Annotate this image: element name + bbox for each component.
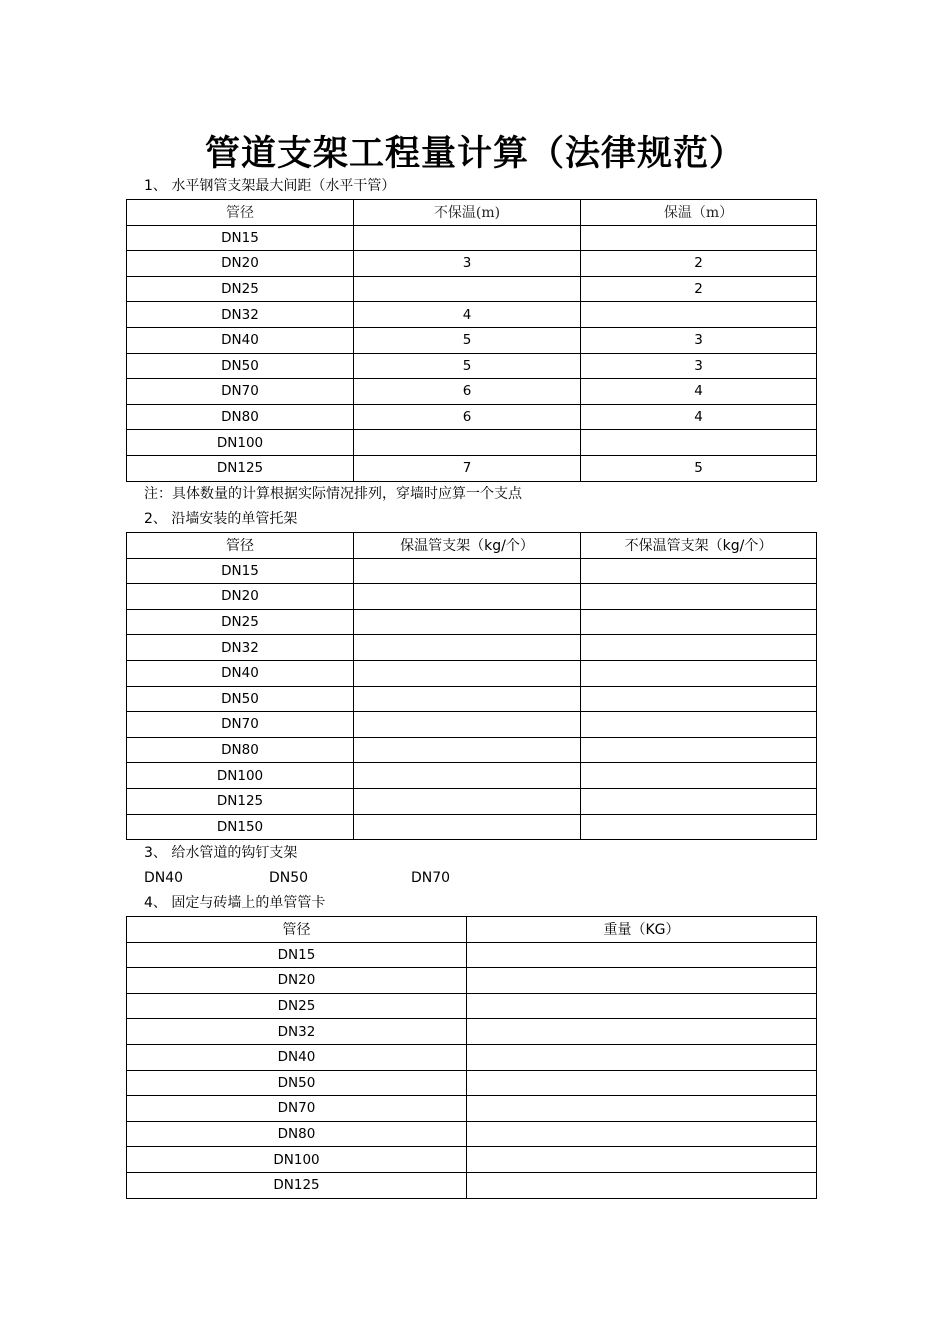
table-row bbox=[127, 327, 817, 353]
value-cell bbox=[581, 430, 817, 456]
value-cell bbox=[467, 993, 817, 1019]
value-cell bbox=[581, 225, 817, 251]
value-cell bbox=[581, 609, 817, 635]
value-cell bbox=[581, 558, 817, 584]
pipe-size-cell: DN25 bbox=[127, 609, 354, 635]
header-cell: 不保温(m) bbox=[354, 200, 581, 226]
table-row bbox=[127, 686, 817, 712]
value-cell bbox=[467, 1172, 817, 1198]
pipe-size-cell: DN50 bbox=[127, 686, 354, 712]
pipe-size-cell: DN40 bbox=[127, 660, 354, 686]
header-cell: 管径 bbox=[127, 200, 354, 226]
value-cell bbox=[354, 737, 581, 763]
value-cell bbox=[467, 1070, 817, 1096]
table-row bbox=[127, 942, 817, 968]
table-row bbox=[127, 430, 817, 456]
pipe-size-cell: DN32 bbox=[127, 635, 354, 661]
pipe-size-cell: DN70 bbox=[127, 712, 354, 738]
pipe-size-cell: DN70 bbox=[127, 379, 354, 405]
value-cell bbox=[467, 1019, 817, 1045]
value-cell bbox=[581, 660, 817, 686]
table-row bbox=[127, 1070, 817, 1096]
header-cell: 管径 bbox=[127, 917, 467, 943]
value-cell bbox=[354, 788, 581, 814]
header-cell: 保温管支架（kg/个） bbox=[354, 533, 581, 559]
value-cell bbox=[581, 763, 817, 789]
value-cell: 5 bbox=[354, 327, 581, 353]
pipe-size-cell: DN100 bbox=[127, 763, 354, 789]
pipe-size-label: DN70 bbox=[411, 870, 451, 886]
table-row bbox=[127, 1172, 817, 1198]
pipe-size-cell: DN80 bbox=[127, 737, 354, 763]
table-row bbox=[127, 763, 817, 789]
table-row bbox=[127, 737, 817, 763]
table-header-row bbox=[127, 533, 817, 559]
pipe-size-cell: DN25 bbox=[127, 993, 467, 1019]
value-cell bbox=[581, 814, 817, 840]
value-cell bbox=[354, 635, 581, 661]
value-cell: 5 bbox=[354, 353, 581, 379]
pipe-size-cell: DN25 bbox=[127, 276, 354, 302]
pipe-size-cell: DN150 bbox=[127, 814, 354, 840]
header-cell: 管径 bbox=[127, 533, 354, 559]
value-cell bbox=[354, 712, 581, 738]
value-cell bbox=[354, 225, 581, 251]
table-row bbox=[127, 584, 817, 610]
table-row bbox=[127, 251, 817, 277]
pipe-size-cell: DN40 bbox=[127, 327, 354, 353]
table-row bbox=[127, 302, 817, 328]
pipe-size-cell: DN20 bbox=[127, 251, 354, 277]
section4-heading: 4、 固定与砖墙上的单管管卡 bbox=[144, 895, 326, 911]
hook-pipe-list bbox=[144, 868, 450, 888]
value-cell: 6 bbox=[354, 379, 581, 405]
value-cell: 4 bbox=[581, 379, 817, 405]
pipe-size-cell: DN80 bbox=[127, 404, 354, 430]
clamp-table bbox=[126, 916, 817, 1199]
pipe-size-cell: DN15 bbox=[127, 558, 354, 584]
table-row bbox=[127, 379, 817, 405]
value-cell bbox=[354, 609, 581, 635]
table-row bbox=[127, 558, 817, 584]
table-row bbox=[127, 635, 817, 661]
value-cell bbox=[354, 558, 581, 584]
pipe-size-cell: DN40 bbox=[127, 1044, 467, 1070]
header-cell: 保温（m） bbox=[581, 200, 817, 226]
table-row bbox=[127, 455, 817, 481]
table-row bbox=[127, 404, 817, 430]
table-row bbox=[127, 1147, 817, 1173]
pipe-size-label: DN40 bbox=[144, 870, 184, 886]
value-cell bbox=[354, 430, 581, 456]
pipe-size-cell: DN32 bbox=[127, 1019, 467, 1045]
bracket-table bbox=[126, 532, 817, 840]
section2-heading: 2、 沿墙安装的单管托架 bbox=[144, 511, 298, 527]
table-header-row bbox=[127, 200, 817, 226]
table-row bbox=[127, 225, 817, 251]
table-row bbox=[127, 993, 817, 1019]
value-cell: 5 bbox=[581, 455, 817, 481]
value-cell bbox=[581, 737, 817, 763]
table-row bbox=[127, 1096, 817, 1122]
value-cell bbox=[467, 1147, 817, 1173]
table-row bbox=[127, 1121, 817, 1147]
value-cell bbox=[581, 584, 817, 610]
value-cell: 3 bbox=[581, 353, 817, 379]
pipe-size-cell: DN50 bbox=[127, 1070, 467, 1096]
value-cell: 2 bbox=[581, 251, 817, 277]
pipe-size-cell: DN15 bbox=[127, 942, 467, 968]
value-cell bbox=[354, 686, 581, 712]
pipe-size-cell: DN50 bbox=[127, 353, 354, 379]
table-row bbox=[127, 968, 817, 994]
pipe-size-cell: DN15 bbox=[127, 225, 354, 251]
table-row bbox=[127, 788, 817, 814]
value-cell bbox=[581, 686, 817, 712]
table-row bbox=[127, 712, 817, 738]
page-title: 管道支架工程量计算（法律规范） bbox=[204, 133, 745, 174]
pipe-size-cell: DN32 bbox=[127, 302, 354, 328]
value-cell: 4 bbox=[581, 404, 817, 430]
section1-note: 注：具体数量的计算根据实际情况排列，穿墙时应算一个支点 bbox=[144, 486, 522, 502]
value-cell: 2 bbox=[581, 276, 817, 302]
value-cell bbox=[467, 1096, 817, 1122]
spacing-table bbox=[126, 199, 817, 482]
pipe-size-cell: DN100 bbox=[127, 430, 354, 456]
pipe-size-label: DN50 bbox=[269, 870, 309, 886]
value-cell: 7 bbox=[354, 455, 581, 481]
value-cell bbox=[354, 814, 581, 840]
value-cell bbox=[581, 635, 817, 661]
value-cell: 4 bbox=[354, 302, 581, 328]
value-cell bbox=[354, 763, 581, 789]
table-row bbox=[127, 814, 817, 840]
table-row bbox=[127, 1019, 817, 1045]
section3-heading: 3、 给水管道的钩钉支架 bbox=[144, 845, 298, 861]
pipe-size-cell: DN125 bbox=[127, 1172, 467, 1198]
value-cell bbox=[467, 942, 817, 968]
pipe-size-cell: DN20 bbox=[127, 584, 354, 610]
table-row bbox=[127, 660, 817, 686]
value-cell bbox=[354, 584, 581, 610]
table-row bbox=[127, 1044, 817, 1070]
value-cell bbox=[581, 302, 817, 328]
section1-heading: 1、 水平钢管支架最大间距（水平干管） bbox=[144, 178, 396, 194]
value-cell bbox=[467, 968, 817, 994]
table-header-row bbox=[127, 917, 817, 943]
header-cell: 不保温管支架（kg/个） bbox=[581, 533, 817, 559]
value-cell bbox=[581, 712, 817, 738]
value-cell bbox=[467, 1044, 817, 1070]
pipe-size-cell: DN80 bbox=[127, 1121, 467, 1147]
value-cell bbox=[354, 660, 581, 686]
value-cell bbox=[354, 276, 581, 302]
pipe-size-cell: DN100 bbox=[127, 1147, 467, 1173]
value-cell: 3 bbox=[354, 251, 581, 277]
pipe-size-cell: DN20 bbox=[127, 968, 467, 994]
header-cell: 重量（KG） bbox=[467, 917, 817, 943]
table-row bbox=[127, 353, 817, 379]
table-row bbox=[127, 609, 817, 635]
value-cell bbox=[581, 788, 817, 814]
value-cell: 3 bbox=[581, 327, 817, 353]
pipe-size-cell: DN70 bbox=[127, 1096, 467, 1122]
value-cell bbox=[467, 1121, 817, 1147]
pipe-size-cell: DN125 bbox=[127, 455, 354, 481]
value-cell: 6 bbox=[354, 404, 581, 430]
table-row bbox=[127, 276, 817, 302]
pipe-size-cell: DN125 bbox=[127, 788, 354, 814]
